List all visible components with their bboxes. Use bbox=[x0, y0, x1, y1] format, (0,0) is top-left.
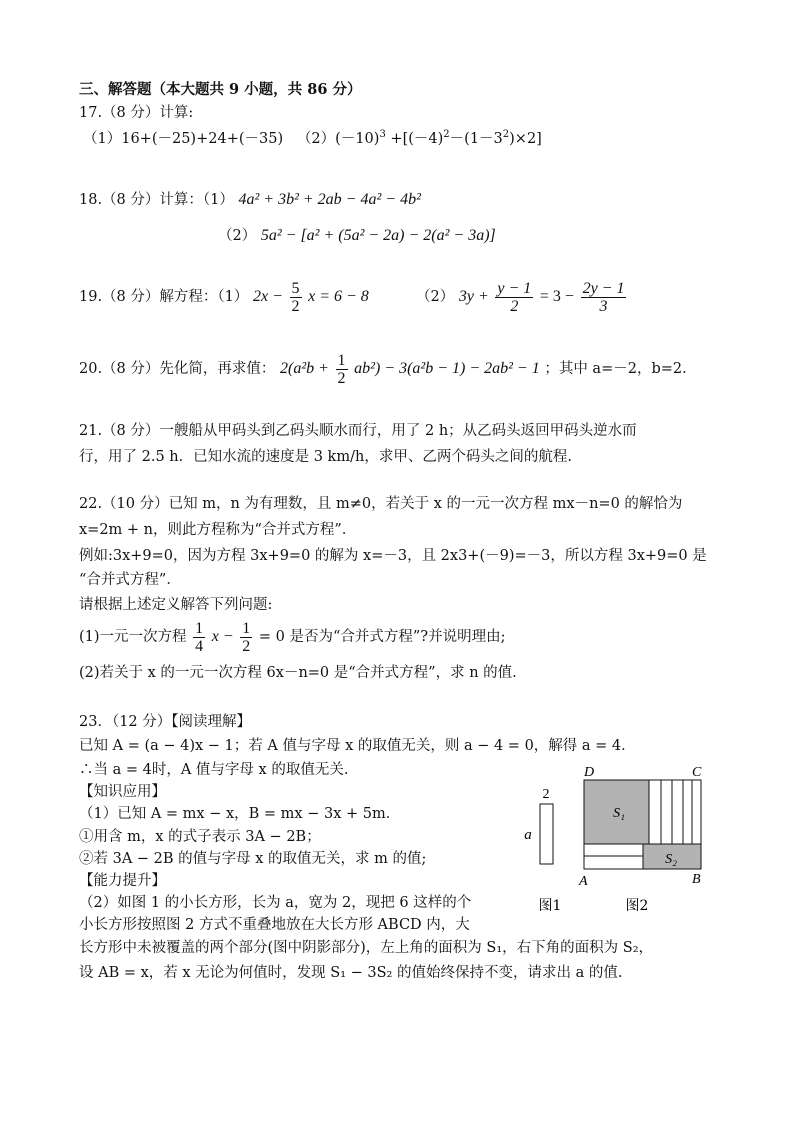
q23-l7: 【能力提升】 bbox=[79, 873, 166, 889]
fig2-label-a: A bbox=[579, 874, 588, 889]
q20-head: 20.（8 分）先化简，再求值： bbox=[79, 361, 276, 377]
fig1-width-label: 2 bbox=[542, 787, 550, 802]
q22-line3: 例如:3x+9=0，因为方程 3x+9=0 的解为 x=－3，且 2x3+(－9)=－3，所以方程 3x+9=0 是 bbox=[79, 548, 707, 564]
q23-l10: 长方形中未被覆盖的两个部分(图中阴影部分)，左上角的面积为 S₁，右下角的面积为 S₂， bbox=[79, 940, 654, 956]
q22-part1: (1)一元一次方程 $\frac{1}{4}$ x − $\frac{1}{2}$ = 0 是否为“合并式方程”?并说明理由; bbox=[79, 619, 506, 655]
q23-l2: ∴当 a = 4时，A 值与字母 x 的取值无关. bbox=[79, 762, 349, 778]
q17-head: 17.（8 分）计算: bbox=[79, 105, 194, 121]
q18-label2: （2） bbox=[218, 228, 257, 244]
q23-l4: （1）已知 A = mx − x，B = mx − 3x + 5m． bbox=[79, 806, 401, 822]
q17-parts bbox=[83, 129, 542, 149]
q19-line: 19.（8 分）解方程：（1） 2x − $\frac{5}{2}$ x = 6 − 8 （2） 3y + $\frac{y - 1}{2}$ = 3 − $\frac{2y - 1}{3}$ bbox=[79, 279, 625, 315]
q22-part2: (2)若关于 x 的一元一次方程 6x－n=0 是“合并式方程”，求 n 的值. bbox=[79, 665, 517, 681]
fig2-caption: 图2 bbox=[625, 898, 649, 914]
q18-line1 bbox=[79, 190, 421, 210]
q23-l9: 小长方形按照图 2 方式不重叠地放在大长方形 ABCD 内，大 bbox=[79, 917, 470, 933]
section-title: 三、解答题（本大题共 9 小题，共 86 分） bbox=[79, 81, 362, 98]
fig2-label-s1: S₁ bbox=[613, 806, 625, 821]
fig1-caption: 图1 bbox=[538, 898, 562, 914]
q20-tail: ；其中 a=－2，b=2. bbox=[544, 361, 687, 377]
q20-line: 20.（8 分）先化简，再求值： 2(a²b + $\frac{1}{2}$ ab²) − 3(a²b − 1) − 2ab² − 1 ；其中 a=－2，b=2. bbox=[79, 351, 687, 387]
q22-line4: “合并式方程”． bbox=[79, 572, 181, 588]
q21-line1: 21.（8 分）一艘船从甲码头到乙码头顺水而行，用了 2 h；从乙码头返回甲码头逆水而 bbox=[79, 423, 637, 439]
figure-1 bbox=[520, 780, 580, 915]
q23-head: 23．（12 分）【阅读理解】 bbox=[79, 714, 252, 730]
q21-line2: 行，用了 2.5 h．已知水流的速度是 3 km/h，求甲、乙两个码头之间的航程. bbox=[79, 449, 572, 465]
q18-head: 18.（8 分）计算：（1） bbox=[79, 192, 234, 208]
q19-frac3: $\frac{2y - 1}{3}$ bbox=[582, 279, 625, 315]
fig1-length-label: a bbox=[524, 827, 532, 843]
q23-l5: ①用含 m，x 的式子表示 3A − 2B； bbox=[79, 829, 321, 845]
fig2-label-b: B bbox=[692, 872, 701, 887]
figure-2 bbox=[575, 763, 715, 915]
fig2-label-c: C bbox=[692, 765, 702, 780]
q18-expr2: 5a² − [a² + (5a² − 2a) − 2(a² − 3a)] bbox=[260, 227, 496, 244]
q22-frac2: $\frac{1}{2}$ bbox=[242, 619, 251, 655]
fig2-label-d: D bbox=[584, 765, 595, 780]
q19-frac1: $\frac{5}{2}$ bbox=[291, 279, 300, 315]
q23-l6: ②若 3A − 2B 的值与字母 x 的取值无关，求 m 的值; bbox=[79, 851, 427, 867]
q17-part1: （1）16+(－25)+24+(－35) bbox=[83, 131, 284, 147]
q19-frac2: $\frac{y - 1}{2}$ bbox=[497, 279, 532, 315]
q18-expr1: 4a² + 3b² + 2ab − 4a² − 4b² bbox=[238, 191, 421, 208]
q20-frac: $\frac{1}{2}$ bbox=[337, 351, 346, 387]
q18-line2 bbox=[218, 226, 496, 246]
q22-line1: 22.（10 分）已知 m，n 为有理数，且 m≠0，若关于 x 的一元一次方程 mx－n=0 的解恰为 bbox=[79, 496, 683, 512]
small-rectangle bbox=[540, 804, 553, 864]
q23-l8: （2）如图 1 的小长方形，长为 a，宽为 2，现把 6 这样的个 bbox=[79, 895, 472, 911]
q23-l3: 【知识应用】 bbox=[79, 784, 166, 800]
q22-line2: x=2m + n，则此方程称为“合并式方程”． bbox=[79, 522, 357, 538]
q17-part2: $(2)(-10)^3 +[(-4)^2-(1-3^2)\times 2]$ bbox=[296, 129, 542, 147]
q23-l1: 已知 A = (a − 4)x − 1；若 A 值与字母 x 的取值无关，则 a − 4 = 0，解得 a = 4． bbox=[79, 738, 636, 754]
q22-frac1: $\frac{1}{4}$ bbox=[195, 619, 204, 655]
q19-head: 19.（8 分）解方程：（1） bbox=[79, 289, 249, 305]
q22-line5: 请根据上述定义解答下列问题: bbox=[79, 597, 273, 613]
fig2-label-s2: S₂ bbox=[665, 852, 677, 867]
q23-l11: 设 AB = x，若 x 无论为何值时，发现 S₁ − 3S₂ 的值始终保持不变，请求出 a 的值. bbox=[79, 965, 623, 981]
